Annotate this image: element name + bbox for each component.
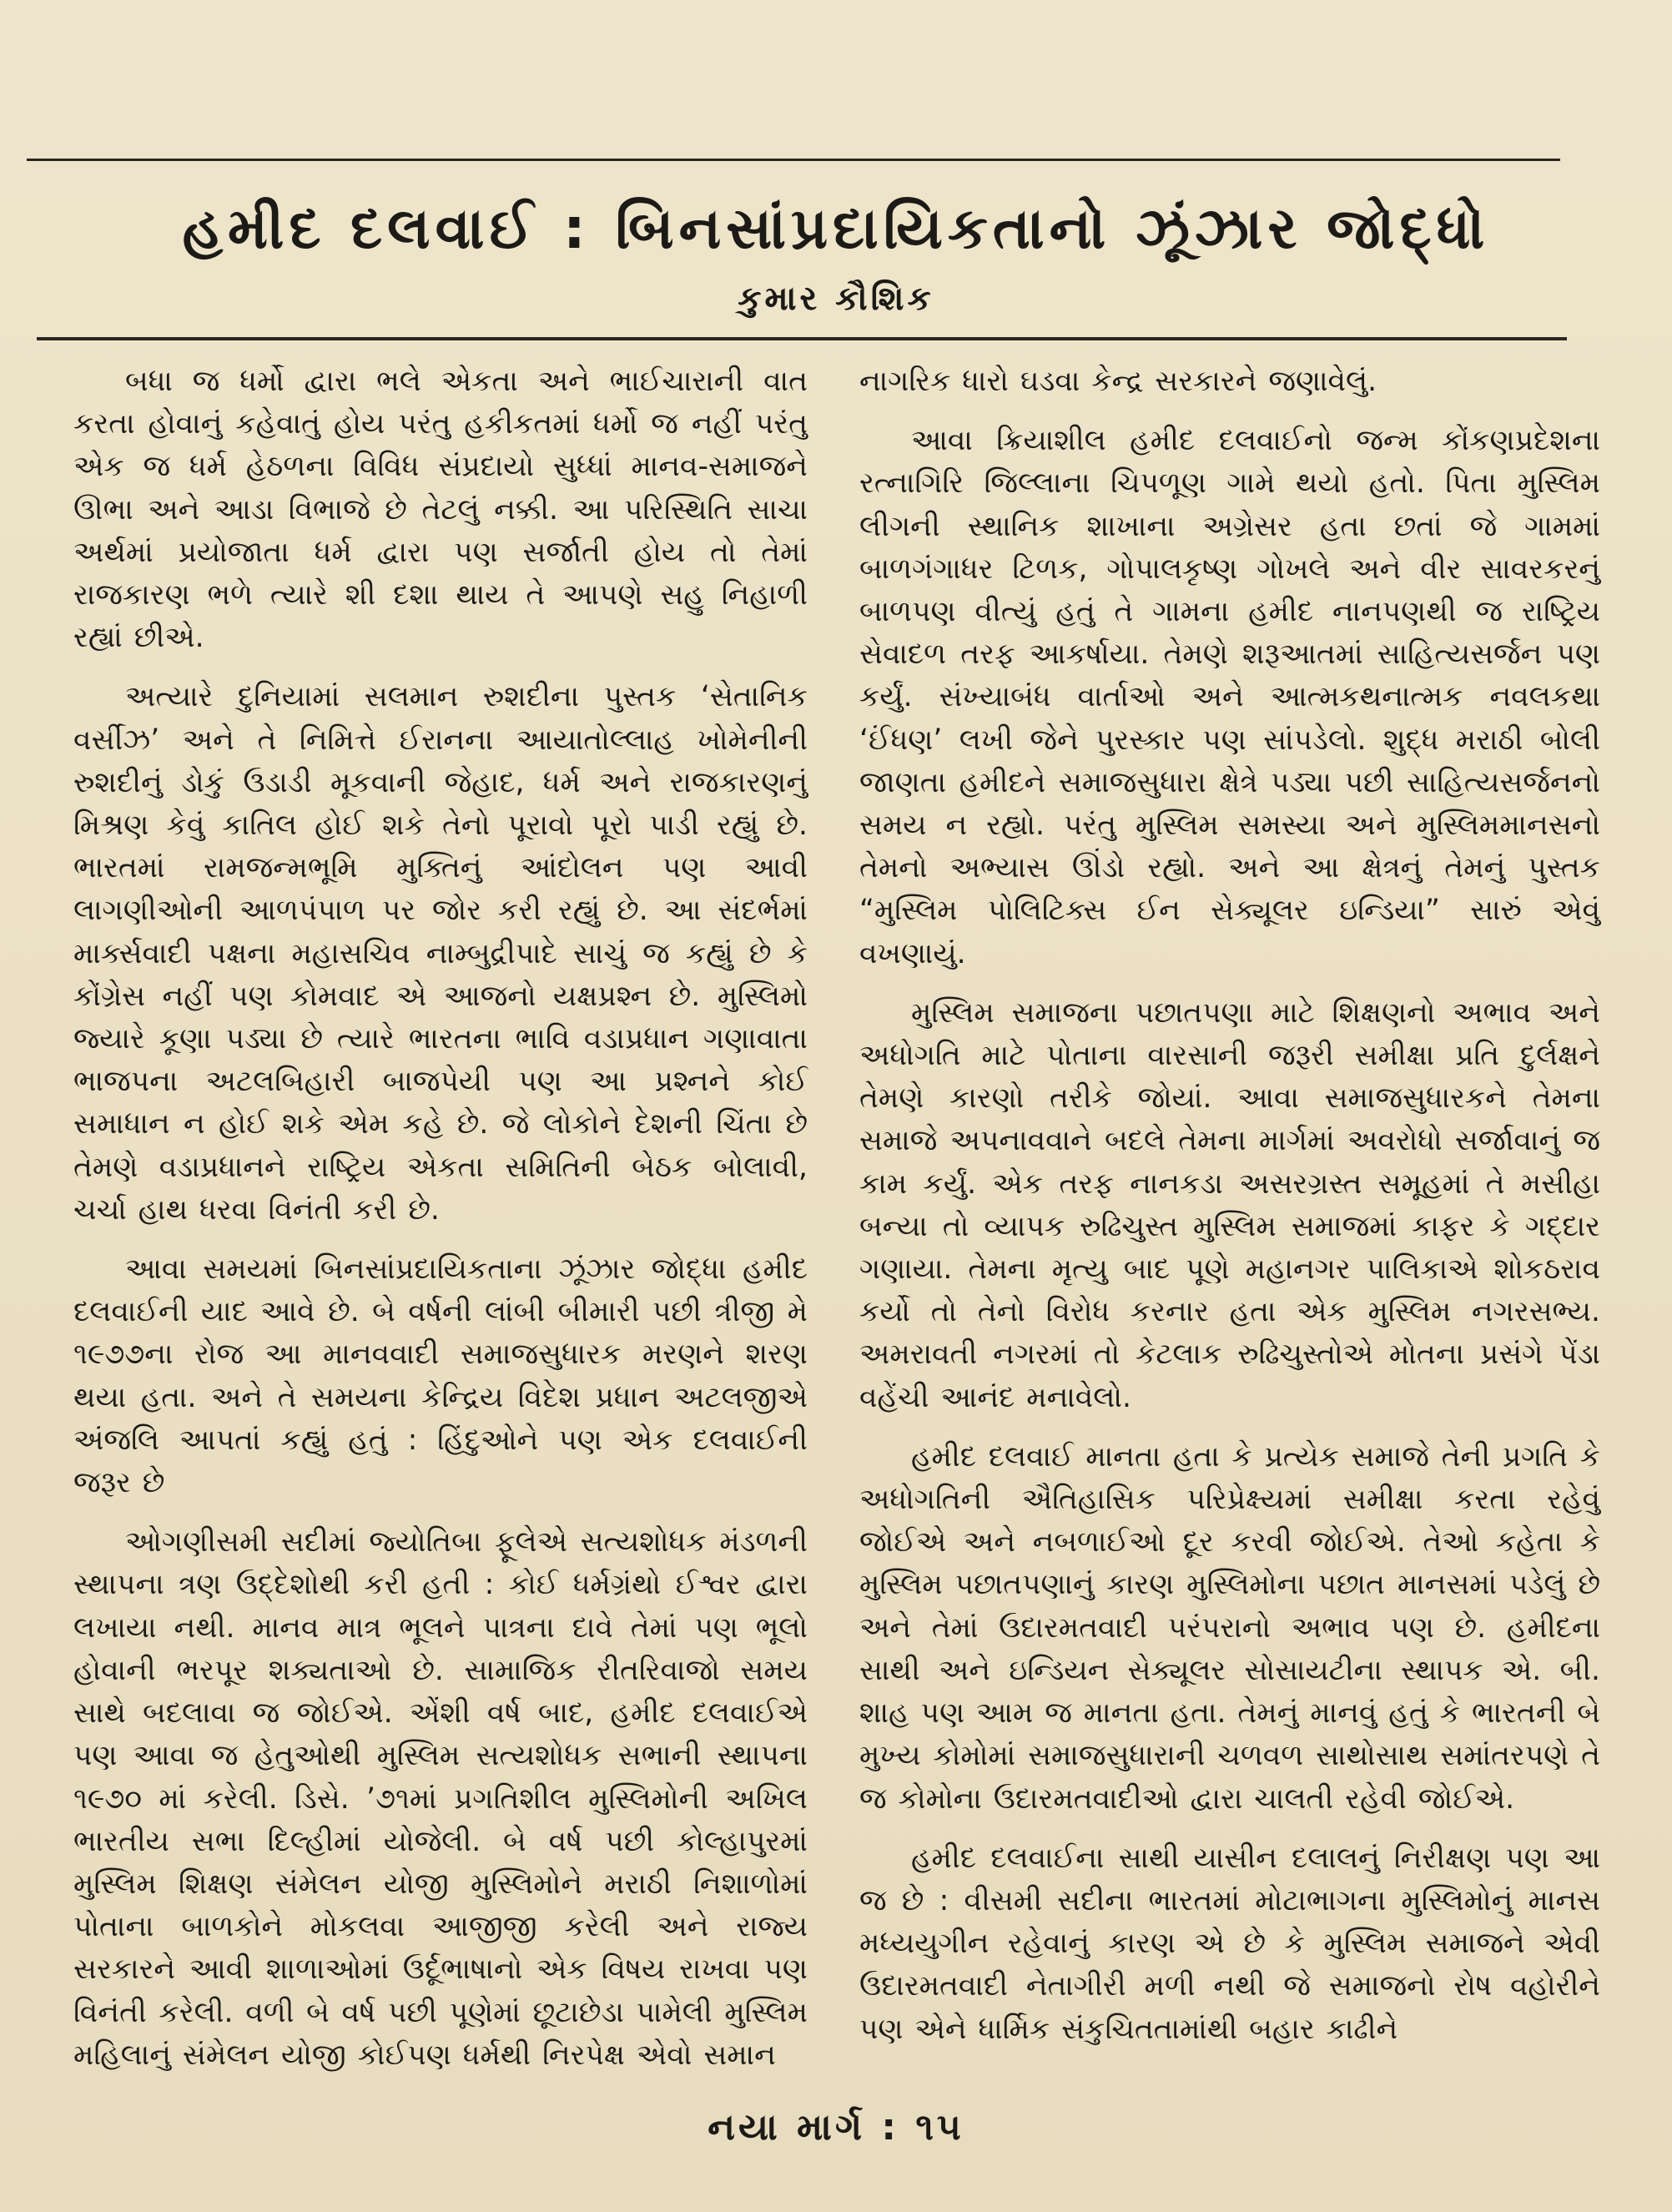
- header-rule: [37, 337, 1567, 340]
- paragraph: ઓગણીસમી સદીમાં જ્યોતિબા ફૂલેએ સત્યશોધક મંડળની સ્થાપના ત્રણ ઉદ્દેશોથી કરી હતી : કોઈ ધર્મગ્રંથો ઈશ્વર દ્વારા લખાયા નથી. માનવ માત્ર ભૂલને પાત્રના દાવે તેમાં પણ ભૂલો હોવાની ભરપૂર શક્યતાઓ છે. સામાજિક રીતરિવાજો સમય સાથે બદલાવા જ જોઈએ. એંશી વર્ષ બાદ, હમીદ દલવાઈએ પણ આવા જ હેતુઓથી મુસ્લિમ સત્યશોધક સભાની સ્થાપના ૧૯૭૦ માં કરેલી. ડિસે. ’૭૧માં પ્રગતિશીલ મુસ્લિમોની અખિલ ભારતીય સભા દિલ્હીમાં યોજેલી. બે વર્ષ પછી કોલ્હાપુરમાં મુસ્લિમ શિક્ષણ સંમેલન યોજી મુસ્લિમોને મરાઠી નિશાળોમાં પોતાના બાળકોને મોકલવા આજીજી કરેલી અને રાજ્ય સરકારને આવી શાળાઓમાં ઉર્દૂભાષાનો એક વિષય રાખવા પણ વિનંતી કરેલી. વળી બે વર્ષ પછી પૂણેમાં છૂટાછેડા પામેલી મુસ્લિમ મહિલાનું સંમેલન યોજી કોઈપણ ધર્મથી નિરપેક્ષ એવો સમાન: [73, 1525, 808, 2072]
- top-rule: [27, 159, 1560, 161]
- right-column: [859, 360, 1600, 2068]
- paragraph: આવા ક્રિયાશીલ હમીદ દલવાઈનો જન્મ કોંકણપ્રદેશના રત્નાગિરિ જિલ્લાના ચિપળૂણ ગામે થયો હતો. પિતા મુસ્લિમ લીગની સ્થાનિક શાખાના અગ્રેસર હતા છતાં જે ગામમાં બાળગંગાધર ટિળક, ગોપાલકૃષ્ણ ગોખલે અને વીર સાવરકરનું બાળપણ વીત્યું હતું તે ગામના હમીદ નાનપણથી જ રાષ્ટ્રિય સેવાદળ તરફ આકર્ષાયા. તેમણે શરૂઆતમાં સાહિત્યસર્જન પણ કર્યું. સંખ્યાબંધ વાર્તાઓ અને આત્મકથનાત્મક નવલકથા ‘ઈંધણ’ લખી જેને પુરસ્કાર પણ સાંપડેલો. શુદ્ધ મરાઠી બોલી જાણતા હમીદને સમાજસુધારા ક્ષેત્રે પડ્યા પછી સાહિત્યસર્જનનો સમય ન રહ્યો. પરંતુ મુસ્લિમ સમસ્યા અને મુસ્લિમમાનસનો તેમનો અભ્યાસ ઊંડો રહ્યો. અને આ ક્ષેત્રનું તેમનું પુસ્તક “મુસ્લિમ પોલિટિક્સ ઈન સેક્યૂલર ઇન્ડિયા” સારું એવું વખણાયું.: [859, 424, 1600, 970]
- paragraph: આવા સમયમાં બિનસાંપ્રદાયિકતાના ઝૂંઝાર જોદ્ધા હમીદ દલવાઈની યાદ આવે છે. બે વર્ષની લાંબી બીમારી પછી ત્રીજી મે ૧૯૭૭ના રોજ આ માનવવાદી સમાજસુધારક મરણને શરણ થયા હતા. અને તે સમયના કેન્દ્રિય વિદેશ પ્રધાન અટલજીએ અંજલિ આપતાં કહ્યું હતું : હિંદુઓને પણ એક દલવાઈની જરૂર છે: [73, 1252, 808, 1500]
- page-footer: નયા માર્ગ : ૧૫: [708, 2106, 964, 2149]
- left-column: [73, 360, 808, 2094]
- article-title: હમીદ દલવાઈ : બિનસાંપ્રદાયિકતાનો ઝૂંઝાર જોદ્ધો: [182, 196, 1490, 262]
- paragraph: હમીદ દલવાઈ માનતા હતા કે પ્રત્યેક સમાજે તેની પ્રગતિ કે અધોગતિની ઐતિહાસિક પરિપ્રેક્ષ્યમાં સમીક્ષા કરતા રહેવું જોઈએ અને નબળાઈઓ દૂર કરવી જોઈએ. તેઓ કહેતા કે મુસ્લિમ પછાતપણાનું કારણ મુસ્લિમોના પછાત માનસમાં પડેલું છે અને તેમાં ઉદારમતવાદી પરંપરાનો અભાવ પણ છે. હમીદના સાથી અને ઇન્ડિયન સેક્યૂલર સોસાયટીના સ્થાપક એ. બી. શાહ પણ આમ જ માનતા હતા. તેમનું માનવું હતું કે ભારતની બે મુખ્ય કોમોમાં સમાજસુધારાની ચળવળ સાથોસાથ સમાંતરપણે તે જ કોમોના ઉદારમતવાદીઓ દ્વારા ચાલતી રહેવી જોઈએ.: [859, 1439, 1600, 1816]
- article-author: કુમાર કૌશિક: [738, 280, 934, 318]
- paragraph: મુસ્લિમ સમાજના પછાતપણા માટે શિક્ષણનો અભાવ અને અધોગતિ માટે પોતાના વારસાની જરૂરી સમીક્ષા પ્રતિ દુર્લક્ષને તેમણે કારણો તરીકે જોયાં. આવા સમાજસુધારકને તેમના સમાજે અપનાવવાને બદલે તેમના માર્ગમાં અવરોધો સર્જાવાનું જ કામ કર્યું. એક તરફ નાનકડા અસરગ્રસ્ત સમૂહમાં તે મસીહા બન્યા તો વ્યાપક રુઢિચુસ્ત મુસ્લિમ સમાજમાં કાફર કે ગદ્દાર ગણાયા. તેમના મૃત્યુ બાદ પૂણે મહાનગર પાલિકાએ શોકઠરાવ કર્યો તો તેનો વિરોધ કરનાર હતા એક મુસ્લિમ નગરસભ્ય. અમરાવતી નગરમાં તો કેટલાક રુઢિચુસ્તોએ મોતના પ્રસંગે પેંડા વહેંચી આનંદ મનાવેલો.: [859, 995, 1600, 1414]
- paragraph: બધા જ ધર્મો દ્વારા ભલે એકતા અને ભાઈચારાની વાત કરતા હોવાનું કહેવાતું હોય પરંતુ હકીકતમાં ધર્મો જ નહીં પરંતુ એક જ ધર્મ હેઠળના વિવિધ સંપ્રદાયો સુધ્ધાં માનવ-સમાજને ઊભા અને આડા વિભાજે છે તેટલું નક્કી. આ પરિસ્થિતિ સાચા અર્થમાં પ્રયોજાતા ધર્મ દ્વારા પણ સર્જાતી હોય તો તેમાં રાજકારણ ભળે ત્યારે શી દશા થાય તે આપણે સહુ નિહાળી રહ્યાં છીએ.: [73, 365, 808, 655]
- paragraph: અત્યારે દુનિયામાં સલમાન રુશદીના પુસ્તક ‘સેતાનિક વર્સીઝ’ અને તે નિમિત્તે ઈરાનના આયાતોલ્લાહ ખોમેનીની રુશદીનું ડોકું ઉડાડી મૂકવાની જેહાદ, ધર્મ અને રાજકારણનું મિશ્રણ કેવું કાતિલ હોઈ શકે તેનો પૂરાવો પૂરો પાડી રહ્યું છે. ભારતમાં રામજન્મભૂમિ મુક્તિનું આંદોલન પણ આવી લાગણીઓની આળપંપાળ પર જોર કરી રહ્યું છે. આ સંદર્ભમાં માર્ક્સવાદી પક્ષના મહાસચિવ નામ્બુદ્રીપાદે સાચું જ કહ્યું છે કે કોંગ્રેસ નહીં પણ કોમવાદ એ આજનો યક્ષપ્રશ્ન છે. મુસ્લિમો જ્યારે કૂણા પડ્યા છે ત્યારે ભારતના ભાવિ વડાપ્રધાન ગણાવાતા ભાજપના અટલબિહારી બાજપેયી પણ આ પ્રશ્નને કોઈ સમાધાન ન હોઈ શકે એમ કહે છે. જે લોકોને દેશની ચિંતા છે તેમણે વડાપ્રધાનને રાષ્ટ્રિય એકતા સમિતિની બેઠક બોલાવી, ચર્ચા હાથ ધરવા વિનંતી કરી છે.: [73, 680, 808, 1227]
- paragraph: હમીદ દલવાઈના સાથી યાસીન દલાલનું નિરીક્ષણ પણ આ જ છે : વીસમી સદીના ભારતમાં મોટાભાગના મુસ્લિમોનું માનસ મધ્યયુગીન રહેવાનું કારણ એ છે કે મુસ્લિમ સમાજને એવી ઉદારમતવાદી નેતાગીરી મળી નથી જે સમાજનો રોષ વહોરીને પણ એને ધાર્મિક સંકુચિતતામાંથી બહાર કાઢીને: [859, 1841, 1600, 2046]
- paragraph-continued: નાગરિક ધારો ઘડવા કેન્દ્ર સરકારને જણાવેલું.: [859, 365, 1377, 398]
